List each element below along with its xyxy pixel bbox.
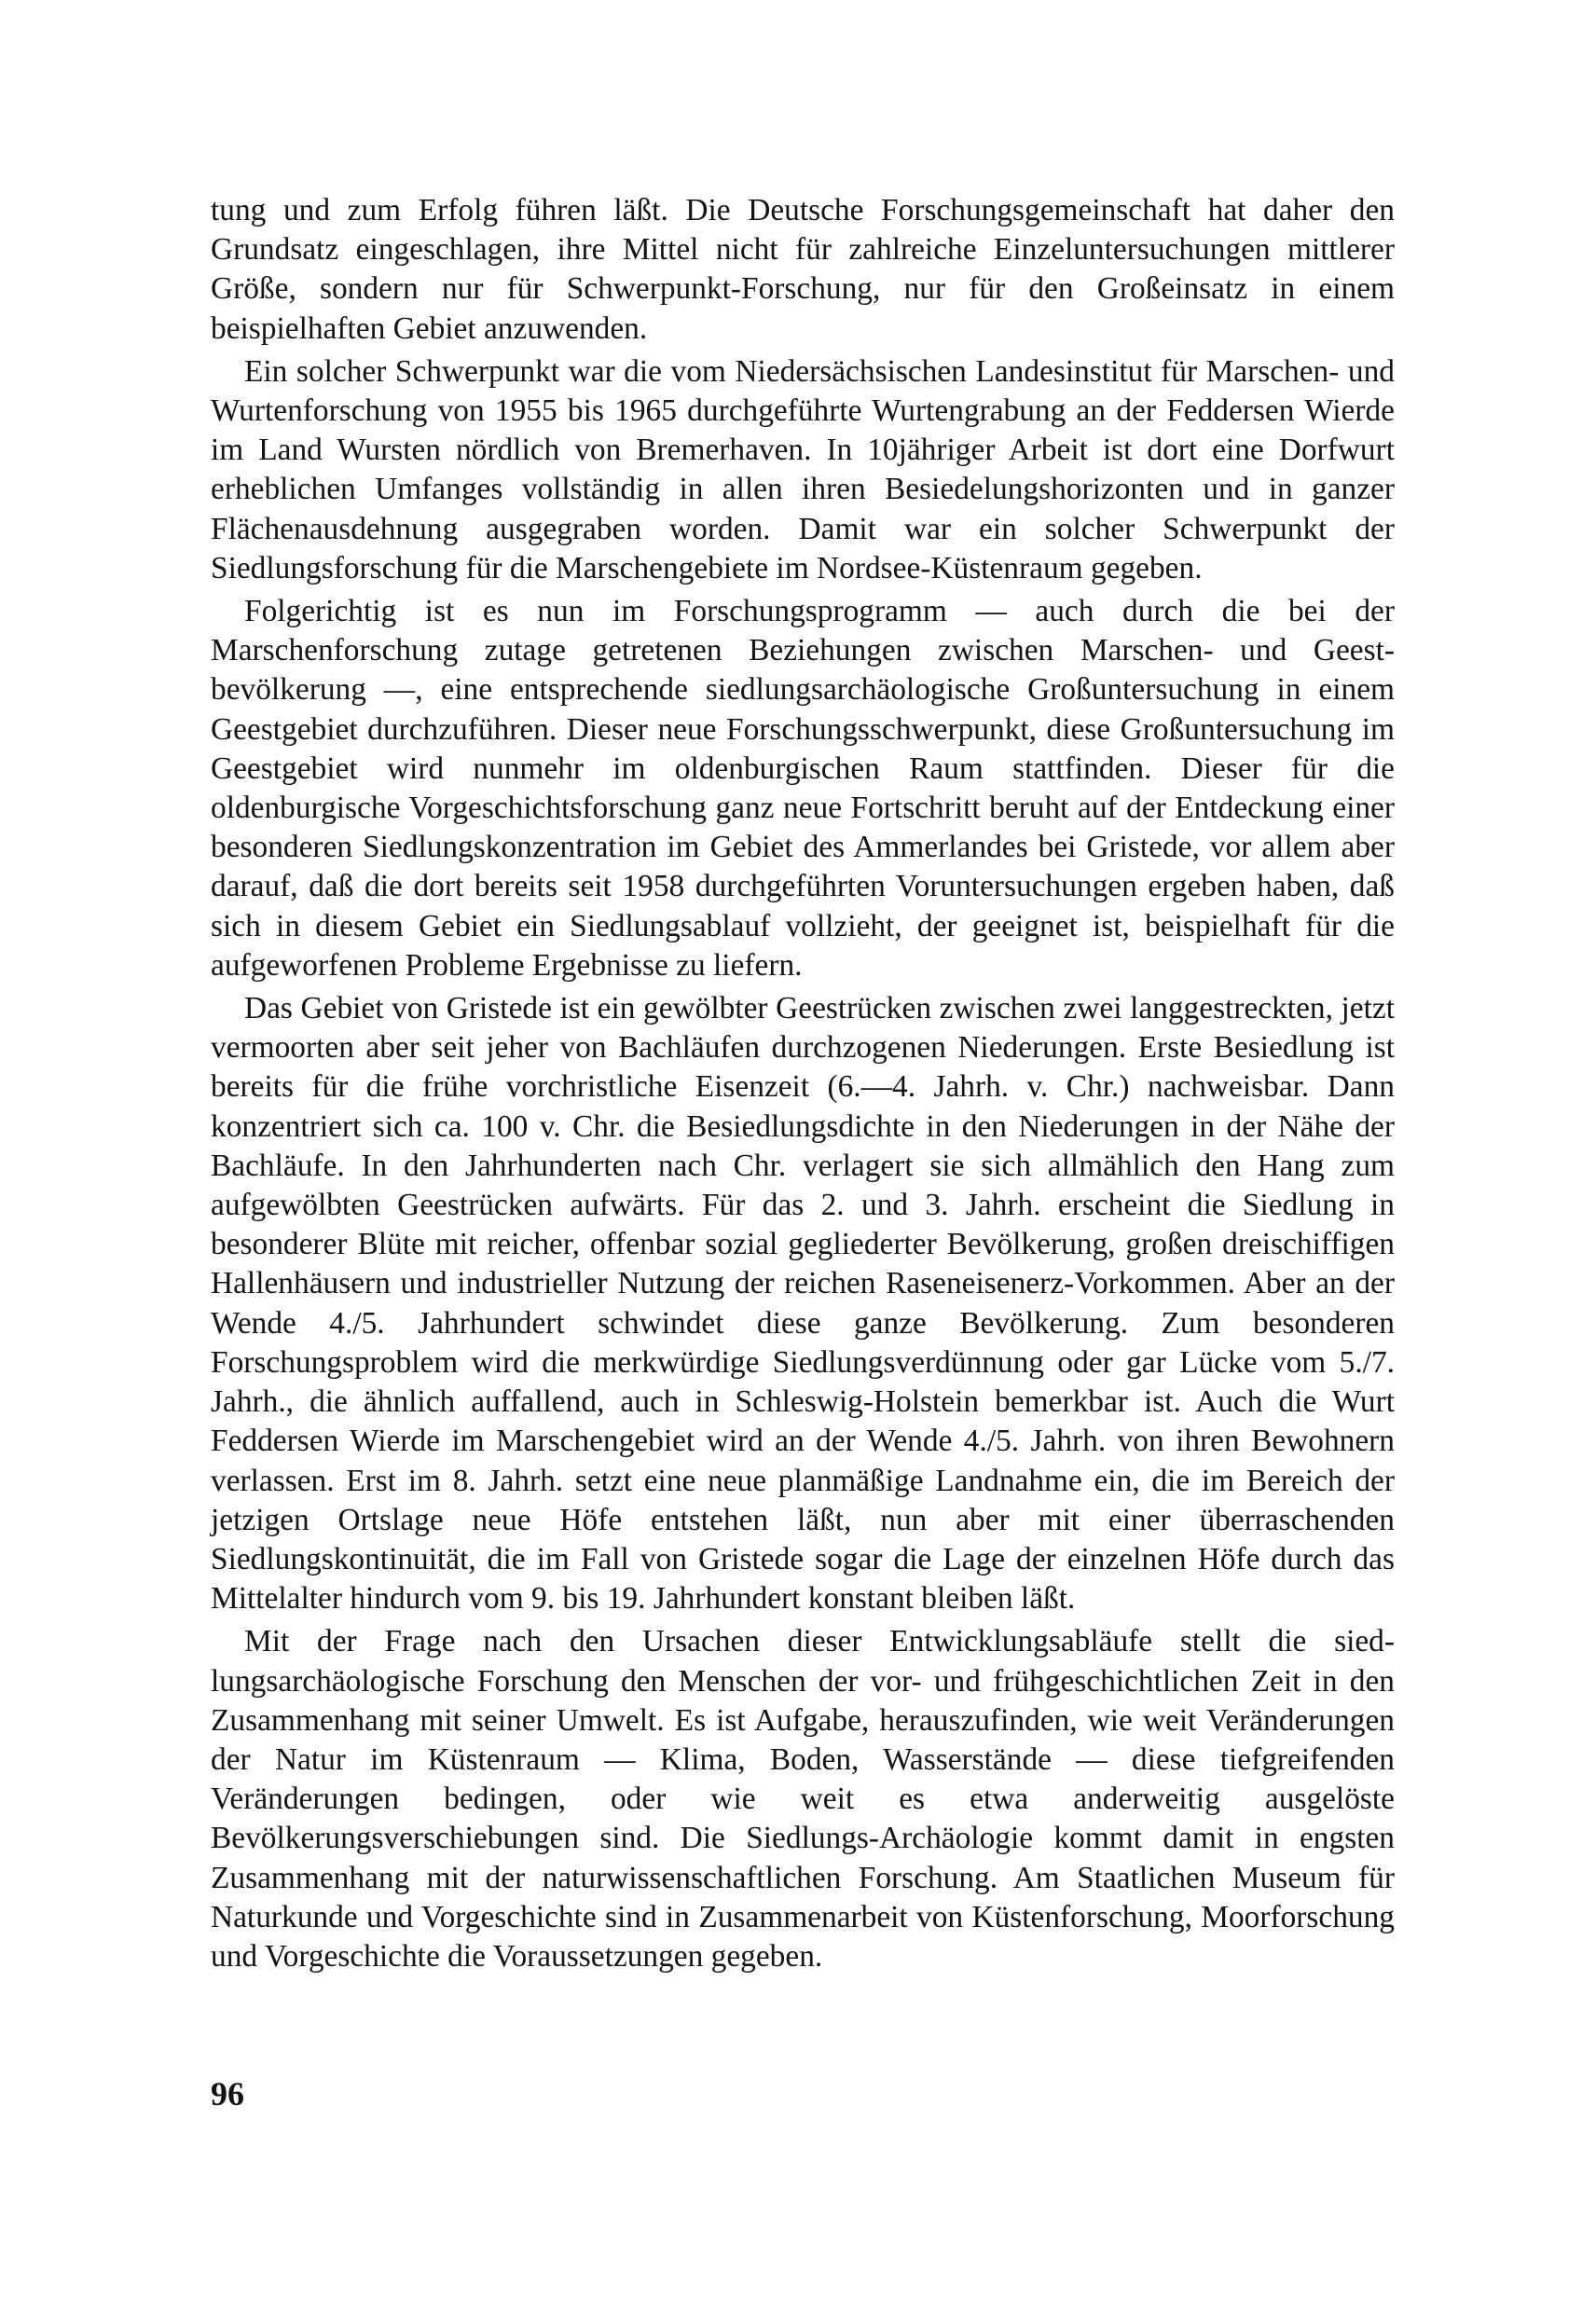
paragraph-2: Ein solcher Schwerpunkt war die vom Niedersächsischen Landesinstitut für Marschen- und Wurtenforschung von 1955 bis 1965 durchgeführte Wurtengrabung an der Feddersen Wierde im Land Wursten nördlich von Bremerhaven. In 10jähriger Arbeit ist dort eine Dorfwurt erheblichen Umfanges vollständig in allen ihren Besiedelungshorizonten und in ganzer Flächenausdehnung ausgegraben worden. Damit war ein solcher Schwerpunkt der Siedlungsforschung für die Marschengebiete im Nordsee-Küstenraum gegeben. [211, 353, 1395, 585]
page-number: 96 [211, 2075, 244, 2112]
paragraph-4: Das Gebiet von Gristede ist ein gewölbter Geestrücken zwischen zwei langgestreckten, jetzt vermoorten aber seit jeher von Bachläufen durchzogenen Niederungen. Erste Besiedlung ist bereits für die frühe vorchristliche Eisenzeit (6.—4. Jahrh. v. Chr.) nachweisbar. Dann konzentriert sich ca. 100 v. Chr. die Besiedlungsdichte in den Niederungen in der Nähe der Bachläufe. In den Jahrhunderten nach Chr. verlagert sie sich allmählich den Hang zum aufgewölbten Geestrücken aufwärts. Für das 2. und 3. Jahrh. erscheint die Siedlung in besonderer Blüte mit reicher, offenbar sozial gegliederter Bevölkerung, großen dreischiffigen Hallenhäusern und industrieller Nutzung der reichen Raseneisenerz-Vorkommen. Aber an der Wende 4./5. Jahrhundert schwindet diese ganze Bevölkerung. Zum besonderen Forschungsproblem wird die merkwürdige Siedlungsverdünnung oder gar Lücke vom 5./7. Jahrh., die ähnlich auffallend, auch in Schleswig-Holstein bemerkbar ist. Auch die Wurt Feddersen Wierde im Marschengebiet wird an der Wende 4./5. Jahrh. von ihren Bewohnern verlassen. Erst im 8. Jahrh. setzt eine neue planmäßige Landnahme ein, die im Bereich der jetzigen Ortslage neue Höfe entstehen läßt, nun aber mit einer überraschenden Siedlungskontinuität, die im Fall von Gristede sogar die Lage der einzelnen Höfe durch das Mittelalter hindurch vom 9. bis 19. Jahrhundert konstant bleiben läßt. [211, 991, 1395, 1617]
page-body [211, 191, 1395, 1976]
paragraph-5: Mit der Frage nach den Ursachen dieser Entwicklungsabläufe stellt die siedlungsarchäologische Forschung den Menschen der vor- und frühgeschichtlichen Zeit in den Zusammenhang mit seiner Umwelt. Es ist Aufgabe, herauszufinden, wie weit Veränderungen der Natur im Küstenraum — Klima, Boden, Wasserstände — diese tiefgreifenden Veränderungen bedingen, oder wie weit es etwa anderweitig ausgelöste Bevölkerungsverschiebungen sind. Die Siedlungs-Archäologie kommt damit in engsten Zusammenhang mit der naturwissenschaftlichen Forschung. Am Staatlichen Museum für Naturkunde und Vorgeschichte sind in Zusammenarbeit von Küstenforschung, Moorforschung und Vorgeschichte die Voraussetzungen gegeben. [211, 1624, 1395, 1974]
paragraph-3: Folgerichtig ist es nun im Forschungsprogramm — auch durch die bei der Marschenforschung zutage getretenen Beziehungen zwischen Marschen- und Geestbevölkerung —, eine entsprechende siedlungsarchäologische Großuntersuchung in einem Geestgebiet durchzuführen. Dieser neue Forschungsschwerpunkt, diese Großuntersuchung im Geestgebiet wird nunmehr im oldenburgischen Raum stattfinden. Dieser für die oldenburgische Vorgeschichtsforschung ganz neue Fortschritt beruht auf der Entdeckung einer besonderen Siedlungskonzentration im Gebiet des Ammerlandes bei Gristede, vor allem aber darauf, daß die dort bereits seit 1958 durchgeführten Voruntersuchungen ergeben haben, daß sich in diesem Gebiet ein Siedlungsablauf vollzieht, der geeignet ist, beispielhaft für die aufgeworfenen Probleme Ergebnisse zu liefern. [211, 594, 1395, 983]
paragraph-1: tung und zum Erfolg führen läßt. Die Deutsche Forschungsgemeinschaft hat daher den Grundsatz eingeschlagen, ihre Mittel nicht für zahlreiche Einzeluntersuchungen mittlerer Größe, sondern nur für Schwerpunkt-Forschung, nur für den Großeinsatz in einem beispielhaften Gebiet anzuwenden. [211, 193, 1395, 346]
